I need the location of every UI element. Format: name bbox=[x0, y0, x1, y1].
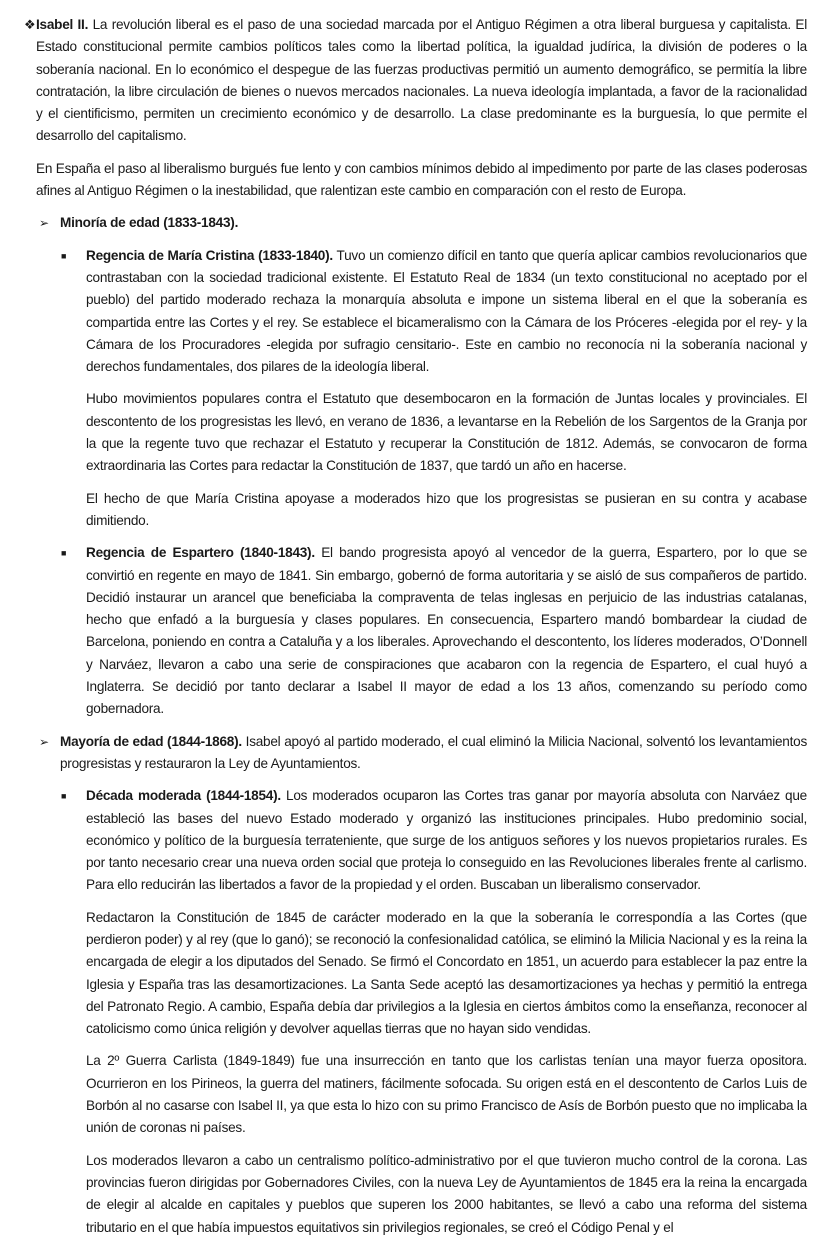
item-text: Tuvo un comienzo difícil en tanto que quería aplicar cambios revolucionarios que contrastaban con la sociedad tradicional existente. El Estatuto Real de 1834 (un texto constitucional no aceptado por el pueblo) del partido moderado rechaza la monarquía absoluta e impone un sistema liberal en el que la soberanía es compartida entre las Cortes y el rey. Se establece el bicameralismo con la Cámara de los Próceres -elegida por el rey- y la Cámara de los Procuradores -elegida por sufragio censitario-. Este en cambio no reconocía ni la soberanía nacional y derechos fundamentales, dos pilares de la ideología liberal. bbox=[86, 247, 807, 375]
item-text: El bando progresista apoyó al vencedor de la guerra, Espartero, por lo que se convirtió en regente en mayo de 1841. Sin embargo, gobernó de forma autoritaria y se aisló de sus compañeros de partido. Decidió instaurar un arancel que beneficiaba la compraventa de telas inglesas en perjuicio de las industrias catalanas, hecho que enfadó a la burguesía y clases populares. En consecuencia, Espartero mandó bombardear la ciudad de Barcelona, poniendo en contra a Cataluña y a los liberales. Aprovechando el descontento, los líderes moderados, O’Donnell y Narváez, llevaron a cabo una serie de conspiraciones que acabaron con la regencia de Espartero, el cual huyó a Inglaterra. Se decidió por tanto declarar a Isabel II mayor de edad a los 13 años, comenzando su período como gobernadora. bbox=[86, 545, 808, 717]
item-decada-moderada bbox=[36, 785, 807, 896]
arrow-bullet-icon: ➢ bbox=[39, 216, 49, 231]
square-bullet-icon: ■ bbox=[61, 548, 67, 559]
section-title: Mayoría de edad (1844-1868). bbox=[60, 733, 242, 749]
item-title: Regencia de Espartero (1840-1843). bbox=[86, 545, 315, 561]
paragraph: Hubo movimientos populares contra el Estatuto que desembocaron en la formación de Juntas locales y provinciales. El descontento de los progresistas les llevó, en verano de 1836, a levantarse en la Rebelión de los Sargentos de la Granja por la que la regente tuvo que rechazar el Estatuto y recuperar la Constitución de 1812. Además, se convocaron de forma extraordinaria las Cortes para redactar la Constitución de 1837, que tardó un año en hacerse. bbox=[86, 391, 807, 474]
item-title: Década moderada (1844-1854). bbox=[86, 788, 281, 804]
paragraph: La 2º Guerra Carlista (1849-1849) fue una insurrección en tanto que los carlistas tenían una mayor fuerza opositora. Ocurrieron en los Pirineos, la guerra del matiners, fácilmente sofocada. Su origen está en el descontento de Carlos Luis de Borbón al no casarse con Isabel II, ya que esta lo hizo con su primo Francisco de Asís de Borbón puesto que no implicaba la unión de coronas ni países. bbox=[86, 1053, 807, 1136]
section-mayoria bbox=[36, 731, 807, 776]
intro-paragraph bbox=[24, 14, 807, 148]
square-bullet-icon: ■ bbox=[61, 791, 67, 802]
square-bullet-icon: ■ bbox=[61, 250, 67, 261]
section-text: Isabel apoyó al partido moderado, el cual eliminó la Milicia Nacional, solventó los levantamientos progresistas y restauraron la Ley de Ayuntamientos. bbox=[60, 733, 807, 771]
section-minoria bbox=[36, 212, 807, 234]
document-page bbox=[24, 14, 808, 1239]
intro-text: La revolución liberal es el paso de una sociedad marcada por el Antiguo Régimen a otra liberal burguesa y capitalista. El Estado constitucional permite cambios políticos tales como la libertad política, la igualdad judírica, la división de poderes o la soberanía nacional. En lo económico el despegue de las fuerzas productivas permitió un aumento demográfico, se permitía la libre contratación, la libre circulación de bienes o nuevos mercados nacionales. La nueva ideología implantada, a favor de la racionalidad y el cientificismo, permiten un crecimiento económico y de desarrollo. La clase predominante es la burguesía, lo que permite el desarrollo del capitalismo. bbox=[36, 17, 807, 144]
section-title: Minoría de edad (1833-1843). bbox=[60, 215, 239, 231]
diamond-bullet-icon: ❖ bbox=[24, 17, 36, 32]
item-text: Los moderados ocuparon las Cortes tras ganar por mayoría absoluta con Narváez que estableció las bases del nuevo Estado moderado y organizó las instituciones principales. Hubo predominio social, económico y político de la burguesía terrateniente, que surge de los antiguos señores y los nuevos propietarios rurales. Es por tanto necesario crear una nueva orden social que proteja lo conseguido en las Revoluciones liberales frente al carlismo. Para ello reducirán las libertados a favor de la propiedad y el orden. Buscaban un liberalismo conservador. bbox=[86, 788, 807, 893]
item-title: Regencia de María Cristina (1833-1840). bbox=[86, 247, 333, 263]
paragraph: Redactaron la Constitución de 1845 de carácter moderado en la que la soberanía le correspondía a las Cortes (que perdieron poder) y al rey (que lo ganó); se reconoció la confesionalidad católica, se eliminó la Milicia Nacional y es la reina la encargada de elegir a los diputados del Senado. Se firmó el Concordato en 1851, un acuerdo para establecer la paz entre la Iglesia y España tras las desamortizaciones. La Santa Sede aceptó las desamortizaciones ya hechas y permitió la entrega del Patronato Regio. A cambio, España debía dar privilegios a la Iglesia en ciertos ámbitos como la enseñanza, reconocer al catolicismo como única religión y devolver aquellas tierras que no hayan sido vendidas. bbox=[86, 909, 807, 1037]
paragraph: El hecho de que María Cristina apoyase a moderados hizo que los progresistas se pusieran en su contra y acabase dimitiendo. bbox=[86, 490, 807, 528]
item-regencia-espartero bbox=[36, 542, 807, 720]
intro-paragraph-2: En España el paso al liberalismo burgués fue lento y con cambios mínimos debido al impedimento por parte de las clases poderosas afines al Antiguo Régimen o la inestabilidad, que ralentizan este cambio en comparación con el resto de Europa. bbox=[36, 160, 807, 199]
intro-title: Isabel II. bbox=[36, 17, 89, 32]
item-regencia-maria-cristina bbox=[36, 245, 807, 379]
paragraph: Los moderados llevaron a cabo un centralismo político-administrativo por el que tuvieron mucho control de la corona. Las provincias fueron dirigidas por Gobernadores Civiles, con la nueva Ley de Ayuntamientos de 1845 era la reina la encargada de elegir al alcalde en capitales y pueblos que superen los 2000 habitantes, se llevó a cabo una reforma del sistema tributario en el que había impuestos equitativos sin privilegios regionales, se creó el Código Penal y el bbox=[86, 1152, 807, 1235]
arrow-bullet-icon: ➢ bbox=[39, 734, 49, 749]
